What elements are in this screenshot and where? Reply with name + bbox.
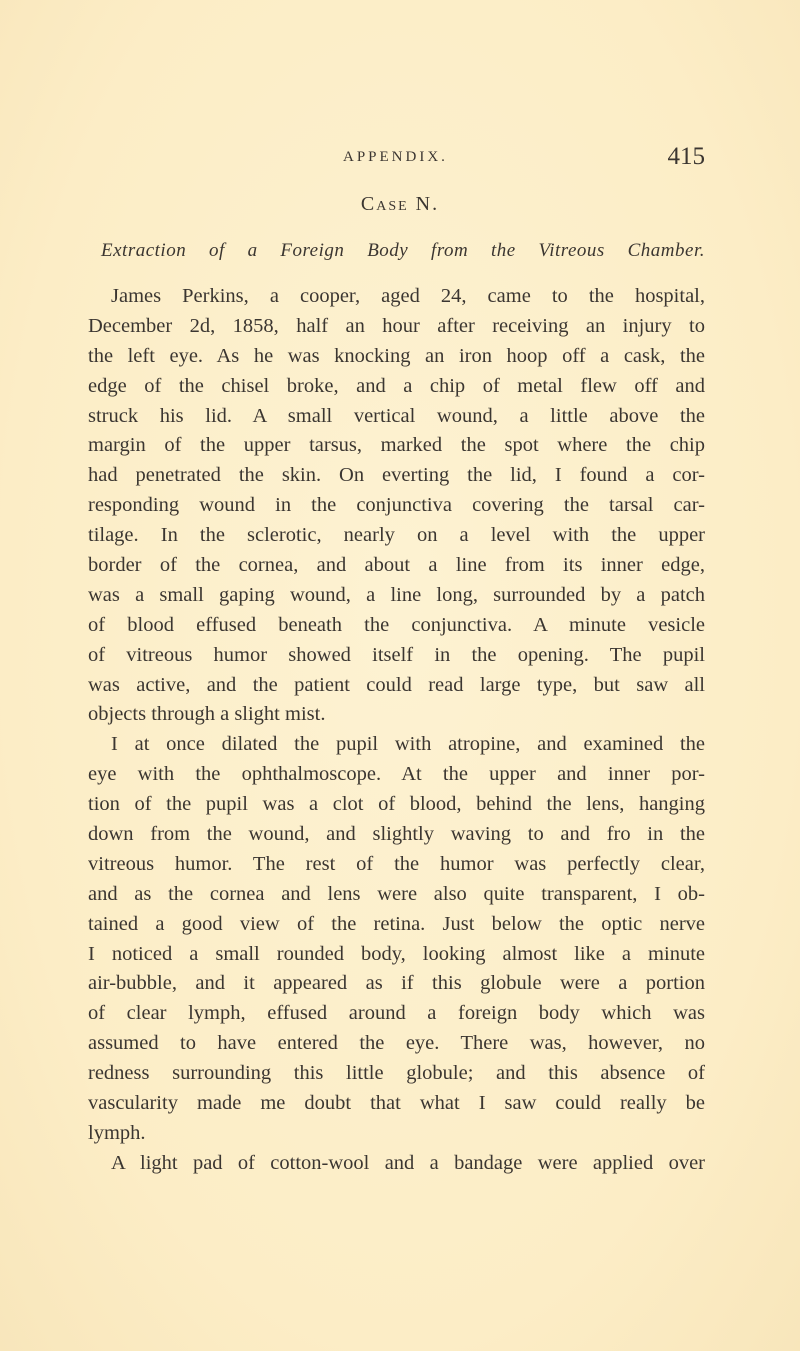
text-line: tilage. In the sclerotic, nearly on a level with the upper	[88, 524, 705, 547]
page-number: 415	[667, 143, 705, 170]
text-line: of blood effused beneath the conjunctiva. A minute vesicle	[88, 613, 705, 636]
text-line: of clear lymph, effused around a foreign body which was	[88, 1002, 705, 1025]
text-line: edge of the chisel broke, and a chip of metal flew off and	[88, 374, 705, 397]
text-line: assumed to have entered the eye. There was, however, no	[88, 1032, 705, 1055]
text-line: lymph.	[88, 1121, 146, 1144]
text-line: tained a good view of the retina. Just below the optic nerve	[88, 912, 705, 935]
running-head	[91, 143, 705, 171]
text-line: eye with the ophthalmoscope. At the upper and inner por-	[88, 763, 705, 786]
text-line: was a small gaping wound, a line long, surrounded by a patch	[88, 583, 705, 606]
text-line: responding wound in the conjunctiva covering the tarsal car-	[88, 494, 705, 517]
text-line: was active, and the patient could read large type, but saw all	[88, 673, 705, 696]
case-subtitle: Extraction of a Foreign Body from the Vitreous Chamber.	[101, 240, 705, 261]
text-line: the left eye. As he was knocking an iron hoop off a cask, the	[88, 344, 705, 367]
text-line: objects through a slight mist.	[88, 703, 326, 726]
text-line: December 2d, 1858, half an hour after receiving an injury to	[88, 314, 705, 337]
text-line: margin of the upper tarsus, marked the spot where the chip	[88, 434, 705, 457]
body-text	[88, 282, 705, 1179]
text-line: down from the wound, and slightly waving to and fro in the	[88, 823, 705, 846]
text-line: tion of the pupil was a clot of blood, behind the lens, hanging	[88, 793, 705, 816]
text-line: redness surrounding this little globule; and this absence of	[88, 1062, 705, 1085]
text-line: had penetrated the skin. On everting the lid, I found a cor-	[88, 464, 705, 487]
text-line: vitreous humor. The rest of the humor was perfectly clear,	[88, 852, 705, 875]
text-line: I at once dilated the pupil with atropine, and examined the	[111, 733, 705, 756]
text-line: I noticed a small rounded body, looking almost like a minute	[88, 942, 705, 965]
text-line: and as the cornea and lens were also quite transparent, I ob-	[88, 882, 705, 905]
text-line: of vitreous humor showed itself in the opening. The pupil	[88, 643, 705, 666]
text-line: James Perkins, a cooper, aged 24, came to the hospital,	[111, 285, 705, 307]
text-line: A light pad of cotton-wool and a bandage were applied over	[111, 1151, 705, 1174]
running-head-title: APPENDIX.	[343, 149, 448, 165]
text-line: air-bubble, and it appeared as if this globule were a portion	[88, 972, 705, 995]
text-line: border of the cornea, and about a line from its inner edge,	[88, 554, 705, 577]
text-line: struck his lid. A small vertical wound, a little above the	[88, 404, 705, 427]
text-line: vascularity made me doubt that what I saw could really be	[88, 1092, 705, 1115]
case-heading: Case N.	[360, 193, 440, 215]
